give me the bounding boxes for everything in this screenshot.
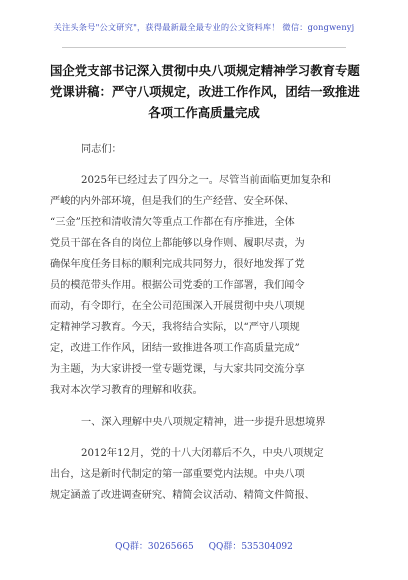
paragraph-line: 严峻的内外部环境，但是我们的生产经营、安全环保、: [50, 196, 295, 207]
paragraph-line: 为主题，为大家讲授一堂专题党课，与大家共同交流分享: [50, 364, 305, 375]
paragraph-line: 定精神学习教育。今天，我将结合实际，以“严守八项规: [50, 322, 300, 333]
paragraph-line: “三金”压控和清收清欠等重点工作都在有序推进，全体: [50, 217, 295, 228]
document-title: [50, 60, 358, 123]
paragraph-line: 2012年12月，党的十八大闭幕后不久，中央八项规定: [81, 448, 324, 459]
paragraph-line: 2025年已经过去了四分之一。尽管当前面临更加复杂和: [81, 175, 332, 186]
paragraph-line: 我对本次学习教育的理解和收获。: [50, 385, 203, 396]
section-heading: 一、深入理解中央八项规定精神，进一步提升思想境界: [81, 417, 326, 428]
paragraph-line: 员的模范带头作用。根据公司党委的工作部署，我们闻令: [50, 280, 305, 291]
footer-qq-group-2: QQ群：535304092: [208, 542, 293, 552]
salutation: 同志们：: [81, 144, 122, 155]
paragraph-line: 而动，有令即行，在全公司范围深入开展贯彻中央八项规: [50, 301, 305, 312]
title-line: 党课讲稿：严守八项规定，改进工作作风，团结一致推进: [50, 84, 360, 99]
paragraph-line: 确保年度任务目标的顺利完成共同努力，很好地发挥了党: [50, 259, 305, 270]
header-notice: 关注头条号"公文研究"，获得最新最全最专业的公文资料库！ 微信：gongwenyj: [53, 22, 355, 32]
title-line: 国企党支部书记深入贯彻中央八项规定精神学习教育专题: [50, 63, 360, 78]
title-line: 各项工作高质量完成: [148, 105, 260, 120]
paragraph-line: 规定涵盖了改进调查研究、精简会议活动、精简文件简报、: [50, 490, 315, 501]
paragraph-line: 定，改进工作作风，团结一致推进各项工作高质量完成”: [50, 343, 300, 354]
paragraph-line: 党员干部在各自的岗位上都能够以身作则、履职尽责，为: [50, 238, 305, 249]
footer-qq-group-1: QQ群：30265665: [115, 542, 194, 552]
header-divider: [62, 47, 346, 48]
footer-contact: [0, 539, 408, 552]
paragraph-line: 出台，这是新时代制定的第一部重要党内法规。中央八项: [50, 469, 305, 480]
